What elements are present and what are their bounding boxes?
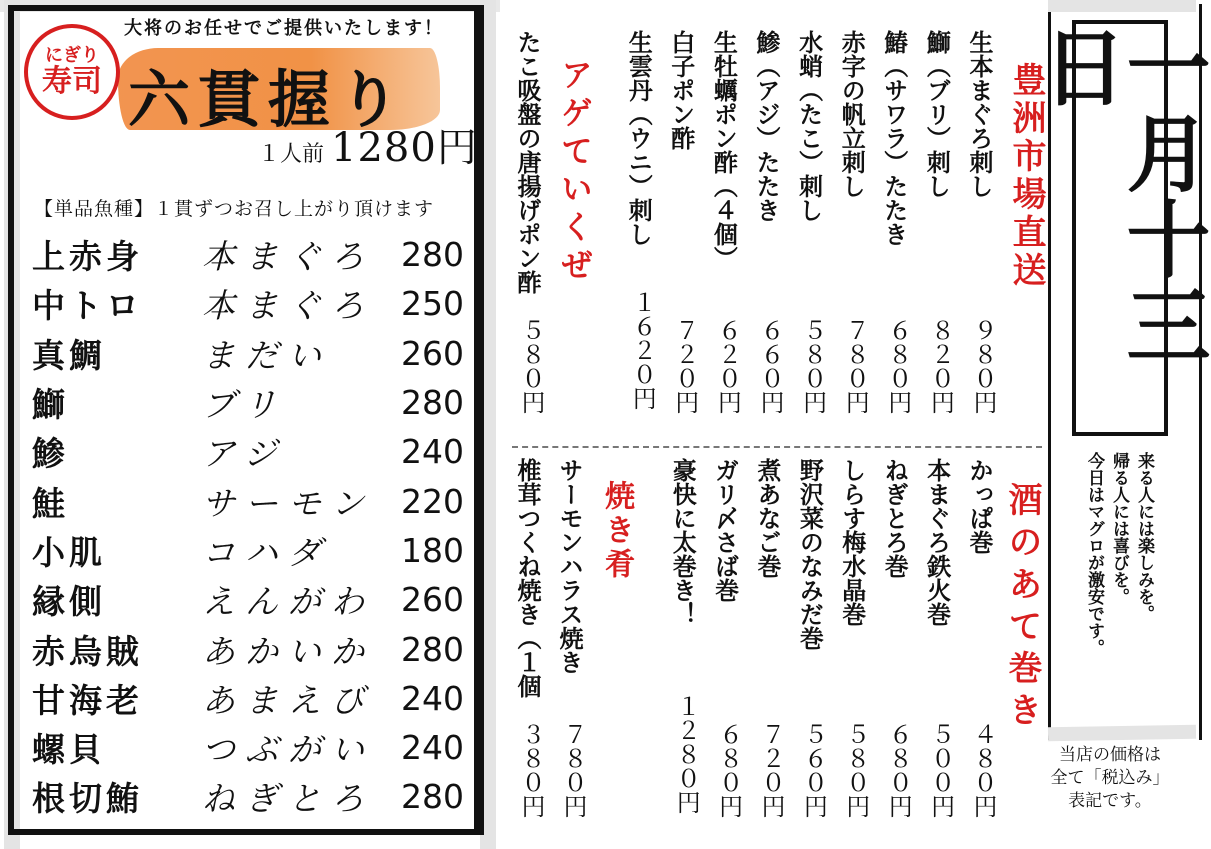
nigiri-row <box>32 575 464 624</box>
nigiri-name: 縁側 <box>32 582 106 622</box>
toyosu-item-price: ６６０円 <box>756 318 784 414</box>
nigiri-name: 甘海老 <box>32 680 143 720</box>
tagline: 大将のお任せでご提供いたします！ <box>124 18 444 39</box>
tax-note-line-1: 当店の価格は <box>1059 745 1161 765</box>
seal-bottom-text: 寿司 <box>42 63 102 99</box>
nigiri-row <box>32 526 464 575</box>
section-divider <box>512 446 1042 448</box>
nigiri-price: 280 <box>401 383 464 423</box>
nigiri-name: 根切鮪 <box>32 779 143 819</box>
agete-heading: アゲていくぜ <box>556 58 594 286</box>
nigiri-price: 240 <box>401 728 464 768</box>
nigiri-price: 280 <box>401 235 464 275</box>
sake-heading: 酒のあて巻き <box>1002 482 1042 734</box>
nigiri-reading: 本まぐろ <box>202 286 374 326</box>
toyosu-item-price: ６８０円 <box>883 318 912 414</box>
nigiri-list <box>32 230 464 822</box>
nigiri-row <box>32 723 464 772</box>
serving-price-value: 1280円 <box>331 125 478 171</box>
toyosu-item-price: ６２０円 <box>713 318 742 414</box>
nigiri-sushi-seal <box>24 24 120 120</box>
nigiri-price: 240 <box>401 678 464 718</box>
nigiri-name: 上赤身 <box>32 237 143 277</box>
sake-item-price: ４８０円 <box>969 722 997 818</box>
nigiri-row <box>32 624 464 673</box>
sake-item-name: 豪快に太巻き！ <box>668 458 697 626</box>
sake-item-name: 本まぐろ鉄火巻 <box>922 458 951 626</box>
nigiri-row <box>32 329 464 378</box>
toyosu-item-name: 生雲丹（ウニ）刺し <box>624 30 653 246</box>
seal-top-text: にぎり <box>45 44 99 66</box>
sake-item-price: ７２０円 <box>757 722 785 818</box>
yaki-item-name: サーモンハラス焼き <box>555 458 583 674</box>
serving-prefix: １人前 <box>258 142 325 167</box>
nigiri-reading: えんがわ <box>202 582 374 622</box>
agete-item-price: ５８０円 <box>517 318 545 414</box>
yaki-item-name: 椎茸つくね焼き（１個 <box>513 458 541 698</box>
tax-note <box>1040 744 1180 813</box>
date-box <box>1029 20 1211 436</box>
sake-item-name: かっぱ巻 <box>965 458 993 554</box>
nigiri-name: 螺貝 <box>32 730 106 770</box>
nigiri-name: 鰤 <box>32 385 69 425</box>
nigiri-price: 260 <box>401 333 464 373</box>
nigiri-row <box>32 674 464 723</box>
date-text: 一月十三日 <box>1029 24 1211 368</box>
sake-item-name: 煮あなご巻 <box>753 458 781 578</box>
page-title: 六貫握り <box>128 63 409 136</box>
toyosu-item-name: 水蛸（たこ）刺し <box>794 30 823 222</box>
nigiri-row <box>32 427 464 476</box>
sake-item-name: しらす梅水晶巻 <box>837 458 866 626</box>
nigiri-price: 260 <box>401 580 464 620</box>
date-tape-top <box>1048 0 1196 12</box>
nigiri-row <box>32 378 464 427</box>
nigiri-reading: つぶがい <box>202 730 374 770</box>
toyosu-heading: 豊洲市場直送 <box>1006 62 1046 290</box>
nigiri-price: 250 <box>401 284 464 324</box>
nigiri-reading: コハダ <box>202 532 331 572</box>
sake-item-name: ガリ〆さば巻 <box>710 458 739 602</box>
nigiri-price: 280 <box>401 777 464 817</box>
toyosu-item-name: 鯵（アジ）たたき <box>752 30 780 222</box>
nigiri-reading: サーモン <box>202 483 374 523</box>
toyosu-item-name: 白子ポン酢 <box>666 30 695 150</box>
sake-item-price: ６８０円 <box>884 722 913 818</box>
nigiri-price: 280 <box>401 629 464 669</box>
yaki-item-price: ７８０円 <box>559 722 587 818</box>
toyosu-item-price: １６２０円 <box>628 290 657 410</box>
nigiri-price: 220 <box>401 481 464 521</box>
nigiri-name: 赤烏賊 <box>32 631 143 671</box>
toyosu-item-name: 赤字の帆立刺し <box>837 30 866 198</box>
toyosu-item-price: ９８０円 <box>969 318 997 414</box>
yaki-heading: 焼き肴 <box>599 480 634 582</box>
nigiri-reading: アジ <box>202 434 287 474</box>
nigiri-name: 真鯛 <box>32 335 106 375</box>
nigiri-row <box>32 230 464 279</box>
yaki-item-price: ３８０円 <box>517 722 545 818</box>
nigiri-reading: ブリ <box>202 385 287 425</box>
single-item-note: 【単品魚種】１貫ずつお召し上がり頂けます <box>34 198 435 220</box>
slogan-line-3: 今日はマグロが激安です。 <box>1084 452 1104 656</box>
toyosu-item-price: ５８０円 <box>798 318 827 414</box>
sake-item-price: ５６０円 <box>799 722 828 818</box>
sake-item-name: 野沢菜のなみだ巻 <box>795 458 824 650</box>
sake-item-price: ５８０円 <box>841 722 870 818</box>
nigiri-reading: 本まぐろ <box>202 237 374 277</box>
slogan-line-2: 帰る人には喜びを。 <box>1109 452 1129 605</box>
toyosu-item-name: 鰤（ブリ）刺し <box>922 30 951 198</box>
nigiri-reading: あまえび <box>202 680 374 720</box>
nigiri-price: 180 <box>401 530 464 570</box>
serving-price <box>258 116 478 173</box>
nigiri-row <box>32 772 464 821</box>
nigiri-price: 240 <box>401 432 464 472</box>
sake-item-price: ６８０円 <box>714 722 743 818</box>
agete-item-name: たこ吸盤の唐揚げポン酢 <box>513 30 541 294</box>
tax-note-line-3: 表記です。 <box>1068 790 1152 811</box>
tax-note-line-2: 全て「税込み」 <box>1050 767 1170 788</box>
toyosu-item-price: ８２０円 <box>926 318 955 414</box>
nigiri-reading: まだい <box>202 335 331 375</box>
nigiri-name: 中トロ <box>32 286 143 326</box>
toyosu-item-name: 生本まぐろ刺し <box>965 30 993 198</box>
slogan-line-1: 来る人には楽しみを。 <box>1134 452 1154 622</box>
toyosu-item-price: ７２０円 <box>670 318 699 414</box>
nigiri-reading: ねぎとろ <box>202 779 374 819</box>
toyosu-item-price: ７８０円 <box>841 318 870 414</box>
toyosu-item-name: 生牡蠣ポン酢（４個） <box>709 30 738 270</box>
nigiri-row <box>32 279 464 328</box>
sake-item-name: ねぎとろ巻 <box>880 458 909 578</box>
nigiri-reading: あかいか <box>202 631 374 671</box>
sake-item-price: ５００円 <box>926 722 955 818</box>
date-tape-bottom <box>1048 725 1196 742</box>
nigiri-name: 小肌 <box>32 532 106 572</box>
nigiri-name: 鯵 <box>32 434 69 474</box>
nigiri-name: 鮭 <box>32 483 69 523</box>
sake-item-price: １２８０円 <box>672 694 701 814</box>
toyosu-item-name: 鰆（サワラ）たたき <box>879 30 908 246</box>
nigiri-row <box>32 476 464 525</box>
